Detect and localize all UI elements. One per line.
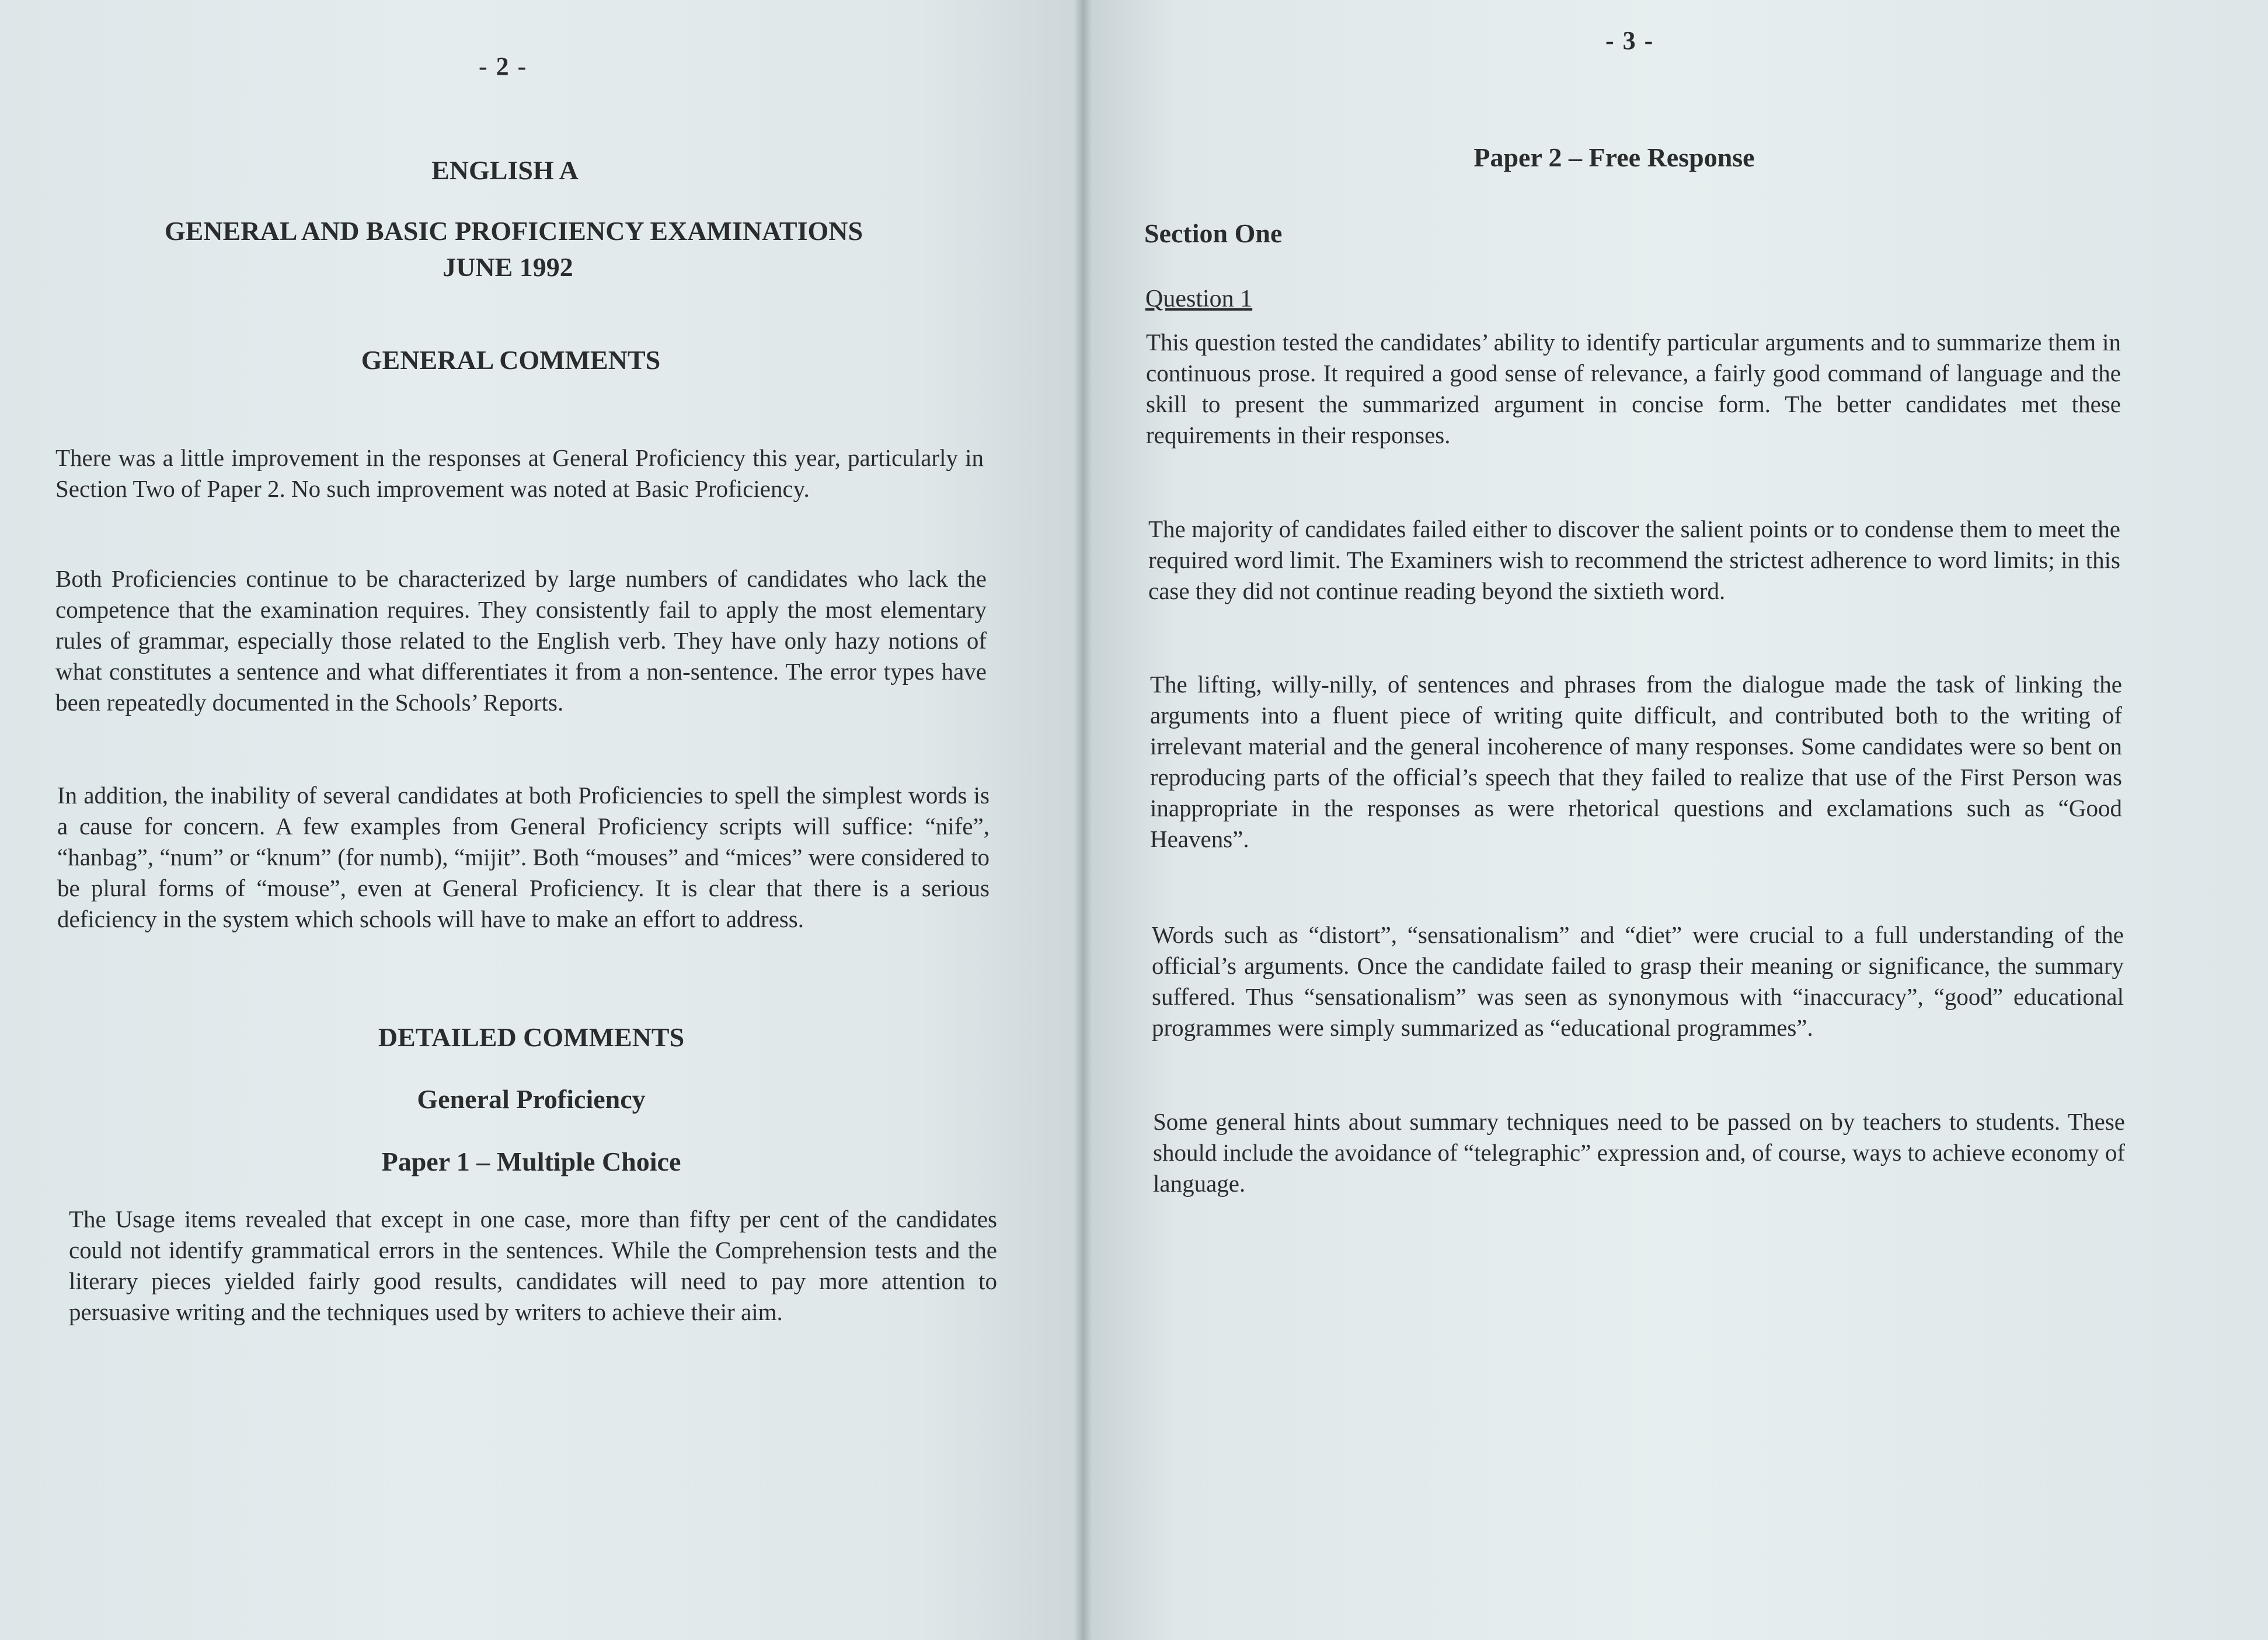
paragraph: Both Proficiencies continue to be characterized by large numbers of candidates who lack the competence that the examination requires. They consistently fail to apply the most elementary rules of grammar, especially those related to the English verb. They have only hazy notions of what constitutes a sentence and what differentiates it from a non-sentence. The error types have been repeatedly documented in the Schools’ Reports.	[55, 565, 987, 716]
subject-heading: ENGLISH A	[431, 155, 579, 185]
left-page	[0, 0, 1083, 1640]
exam-title: GENERAL AND BASIC PROFICIENCY EXAMINATIONS	[164, 216, 863, 246]
page-number: - 3 -	[1605, 26, 1654, 55]
paragraph: The Usage items revealed that except in one case, more than fifty per cent of the candidates could not identify grammatical errors in the sentences. While the Comprehension tests and the literary pieces yielded fairly good results, candidates will need to pay more attention to persuasive writing and the techniques used by writers to achieve their aim.	[69, 1206, 997, 1325]
book-gutter	[1074, 0, 1092, 1640]
paragraph: Words such as “distort”, “sensationalism” and “diet” were crucial to a full understanding of the official’s arguments. Once the candidate failed to grasp their meaning or significance, the summary suffered. Thus “sensationalism” was seen as synonymous with “inaccuracy”, “good” educational programmes were simply summarized as “educational programmes”.	[1152, 921, 2124, 1041]
paragraph: This question tested the candidates’ ability to identify particular arguments and to summarize them in continuous prose. It required a good sense of relevance, a fairly good command of language and the skill to present the summarized argument in concise form. The better candidates met these requirements in their responses.	[1146, 329, 2121, 448]
general-proficiency-heading: General Proficiency	[417, 1084, 646, 1114]
detailed-comments-heading: DETAILED COMMENTS	[378, 1022, 685, 1052]
section-heading: Section One	[1144, 218, 1283, 248]
page-number: - 2 -	[479, 52, 528, 81]
paragraph: The lifting, willy-nilly, of sentences and phrases from the dialogue made the task of linking the arguments into a fluent piece of writing quite difficult, and contributed both to the writing of irrelevant material and the general incoherence of many responses. Some candidates were so bent on reproducing parts of the official’s speech that they failed to realize that use of the First Person was inappropriate in the responses as were rhetorical questions and exclamations such as “Good Heavens”.	[1150, 671, 2122, 852]
paragraph: In addition, the inability of several candidates at both Proficiencies to spell the simplest words is a cause for concern. A few examples from General Proficiency scripts will suffice: “nife”, “hanbag”, “num” or “knum” (for numb), “mijit”. Both “mouses” and “mices” were considered to be plural forms of “mouse”, even at General Proficiency. It is clear that there is a serious deficiency in the system which schools will have to make an effort to address.	[57, 782, 990, 932]
right-page	[1083, 0, 2268, 1640]
question-heading: Question 1	[1145, 285, 1253, 312]
paragraph: The majority of candidates failed either to discover the salient points or to condense them to meet the required word limit. The Examiners wish to recommend the strictest adherence to word limits; in this case they did not continue reading beyond the sixtieth word.	[1148, 516, 2120, 604]
general-comments-heading: GENERAL COMMENTS	[361, 345, 661, 375]
paper1-heading: Paper 1 – Multiple Choice	[381, 1147, 681, 1176]
exam-date: JUNE 1992	[443, 252, 573, 282]
paper2-heading: Paper 2 – Free Response	[1473, 142, 1755, 172]
paragraph: There was a little improvement in the responses at General Proficiency this year, particularly in Section Two of Paper 2. No such improvement was noted at Basic Proficiency.	[55, 444, 984, 502]
paragraph: Some general hints about summary techniques need to be passed on by teachers to students. These should include the avoidance of “telegraphic” expression and, of course, ways to achieve economy of language.	[1153, 1108, 2125, 1197]
